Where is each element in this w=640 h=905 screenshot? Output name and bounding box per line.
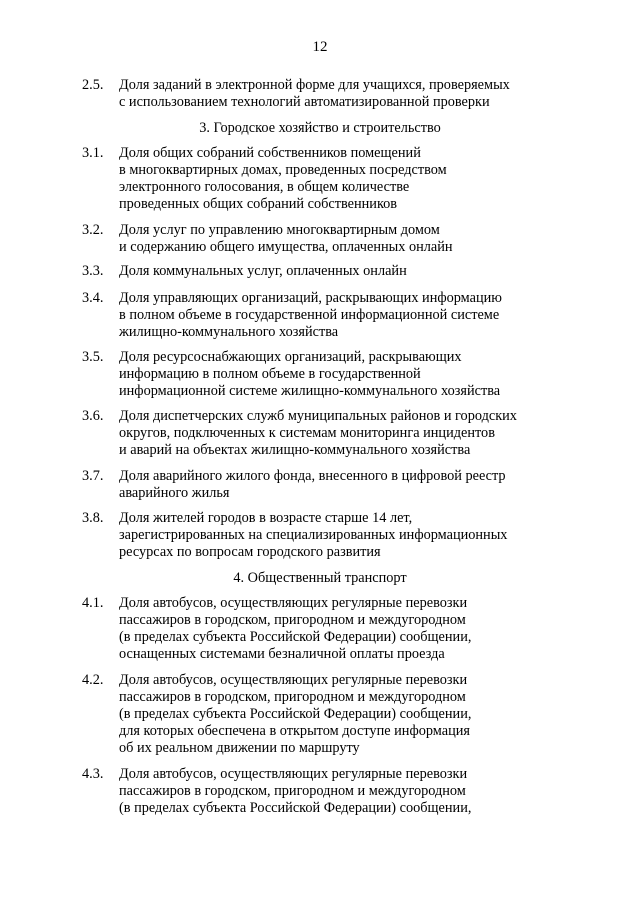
- item-line: для которых обеспечена в открытом доступе информация: [119, 723, 470, 739]
- item-number: 3.1.: [82, 145, 104, 161]
- list-item-4-3: [82, 766, 562, 817]
- list-item-4-1: [82, 595, 562, 663]
- item-text: [119, 595, 562, 663]
- item-line: Доля общих собраний собственников помещений: [119, 145, 421, 161]
- item-line: информационной системе жилищно-коммунального хозяйства: [119, 383, 501, 399]
- item-line: Доля диспетчерских служб муниципальных районов и городских: [119, 408, 517, 424]
- item-line: в многоквартирных домах, проведенных посредством: [119, 162, 447, 178]
- item-line: и аварий на объектах жилищно-коммунального хозяйства: [119, 442, 471, 458]
- item-number: 4.2.: [82, 672, 104, 688]
- item-line: оснащенных системами безналичной оплаты проезда: [119, 646, 445, 662]
- item-number: 2.5.: [82, 77, 104, 93]
- item-line: Доля коммунальных услуг, оплаченных онлайн: [119, 263, 407, 279]
- item-text: [119, 77, 562, 111]
- list-item-4-2: [82, 672, 562, 757]
- item-line: жилищно-коммунального хозяйства: [119, 324, 339, 340]
- list-item-3-1: [82, 145, 562, 213]
- item-number: 3.5.: [82, 349, 104, 365]
- item-line: ресурсах по вопросам городского развития: [119, 544, 381, 560]
- item-line: информацию в полном объеме в государственной: [119, 366, 421, 382]
- item-line: пассажиров в городском, пригородном и междугородном: [119, 783, 466, 799]
- item-line: Доля ресурсоснабжающих организаций, раскрывающих: [119, 349, 462, 365]
- list-item-3-3: [82, 263, 562, 280]
- list-item-2-5: [82, 77, 562, 111]
- item-line: Доля автобусов, осуществляющих регулярные перевозки: [119, 595, 468, 611]
- item-line: Доля автобусов, осуществляющих регулярные перевозки: [119, 672, 468, 688]
- page-number: 12: [312, 39, 328, 55]
- list-item-3-7: [82, 468, 562, 502]
- list-item-3-4: [82, 290, 562, 341]
- item-number: 3.7.: [82, 468, 104, 484]
- item-line: Доля управляющих организаций, раскрывающих информацию: [119, 290, 502, 306]
- item-number: 4.3.: [82, 766, 104, 782]
- item-line: в полном объеме в государственной информационной системе: [119, 307, 500, 323]
- item-number: 3.2.: [82, 222, 104, 238]
- item-text: [119, 222, 562, 256]
- item-text: [119, 145, 562, 213]
- item-line: Доля аварийного жилого фонда, внесенного в цифровой реестр: [119, 468, 506, 484]
- item-line: (в пределах субъекта Российской Федерации) сообщении,: [119, 800, 472, 816]
- item-line: пассажиров в городском, пригородном и междугородном: [119, 689, 466, 705]
- item-line: и содержанию общего имущества, оплаченных онлайн: [119, 239, 453, 255]
- item-number: 3.3.: [82, 263, 104, 279]
- item-text: [119, 510, 562, 561]
- list-item-3-2: [82, 222, 562, 256]
- item-text: [119, 766, 562, 817]
- item-line: электронного голосования, в общем количестве: [119, 179, 410, 195]
- item-line: пассажиров в городском, пригородном и междугородном: [119, 612, 466, 628]
- item-line: округов, подключенных к системам мониторинга инцидентов: [119, 425, 495, 441]
- item-line: с использованием технологий автоматизированной проверки: [119, 94, 490, 110]
- item-line: проведенных общих собраний собственников: [119, 196, 398, 212]
- item-text: [119, 263, 562, 280]
- item-text: [119, 290, 562, 341]
- item-line: (в пределах субъекта Российской Федерации) сообщении,: [119, 706, 472, 722]
- item-text: [119, 468, 562, 502]
- list-item-3-6: [82, 408, 562, 459]
- item-line: об их реальном движении по маршруту: [119, 740, 360, 756]
- item-text: [119, 672, 562, 757]
- item-line: Доля автобусов, осуществляющих регулярные перевозки: [119, 766, 468, 782]
- item-line: аварийного жилья: [119, 485, 230, 501]
- item-number: 3.4.: [82, 290, 104, 306]
- item-text: [119, 349, 562, 400]
- item-number: 4.1.: [82, 595, 104, 611]
- section-heading-3: 3. Городское хозяйство и строительство: [199, 120, 441, 136]
- item-line: Доля жителей городов в возрасте старше 14 лет,: [119, 510, 413, 526]
- item-line: Доля заданий в электронной форме для учащихся, проверяемых: [119, 77, 510, 93]
- item-line: зарегистрированных на специализированных информационных: [119, 527, 508, 543]
- list-item-3-5: [82, 349, 562, 400]
- list-item-3-8: [82, 510, 562, 561]
- item-line: Доля услуг по управлению многоквартирным домом: [119, 222, 440, 238]
- item-text: [119, 408, 562, 459]
- item-number: 3.8.: [82, 510, 104, 526]
- section-heading-4: 4. Общественный транспорт: [233, 570, 407, 586]
- item-line: (в пределах субъекта Российской Федерации) сообщении,: [119, 629, 472, 645]
- item-number: 3.6.: [82, 408, 104, 424]
